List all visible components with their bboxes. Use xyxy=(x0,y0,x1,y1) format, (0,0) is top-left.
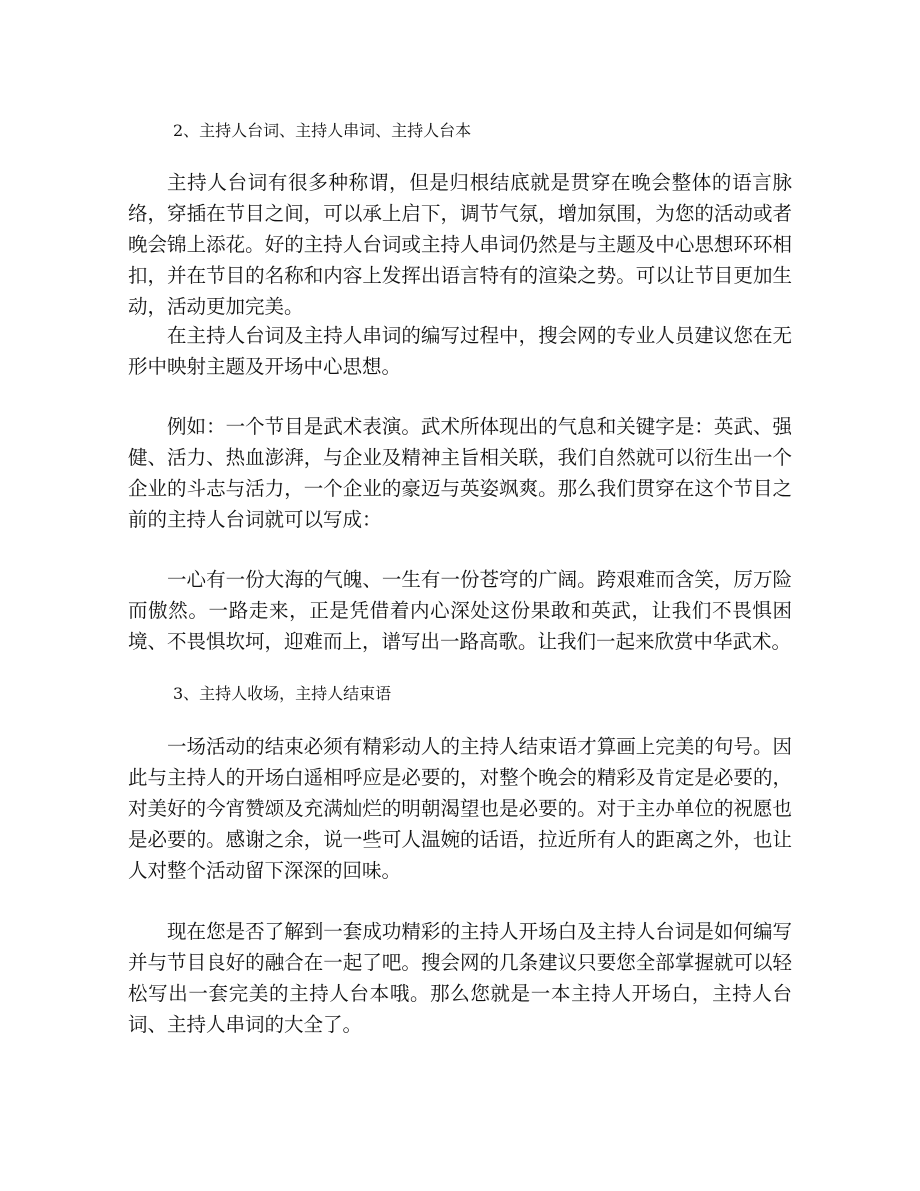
paragraph-conclusion: 现在您是否了解到一套成功精彩的主持人开场白及主持人台词是如何编写并与节目良好的融合在一起了吧。搜会网的几条建议只要您全部掌握就可以轻松写出一套完美的主持人台本哦。那么您就是一本主持人开场白，主持人台词、主持人串词的大全了。 xyxy=(128,920,792,1036)
paragraph-closing-remarks: 一场活动的结束必须有精彩动人的主持人结束语才算画上完美的句号。因此与主持人的开场白遥相呼应是必要的，对整个晚会的精彩及肯定是必要的，对美好的今宵赞颂及充满灿烂的明朝渴望也是必要的。对于主办单位的祝愿也是必要的。感谢之余，说一些可人温婉的话语，拉近所有人的距离之外，也让人对整个活动留下深深的回味。 xyxy=(128,735,792,882)
paragraph-martial-arts-example: 例如：一个节目是武术表演。武术所体现出的气息和关键字是：英武、强健、活力、热血澎湃，与企业及精神主旨相关联，我们自然就可以衍生出一个企业的斗志与活力，一个企业的豪迈与英姿飒爽。那么我们贯穿在这个节目之前的主持人台词就可以写成： xyxy=(128,415,792,531)
paragraph-sample-script: 一心有一份大海的气魄、一生有一份苍穹的广阔。跨艰难而含笑，厉万险而傲然。一路走来，正是凭借着内心深处这份果敢和英武，让我们不畏惧困境、不畏惧坎坷，迎难而上，谱写出一路高歌。让我们一起来欣赏中华武术。 xyxy=(128,568,792,653)
section-heading-2: 2、主持人台词、主持人串词、主持人台本 xyxy=(173,121,472,140)
paragraph-writing-advice: 在主持人台词及主持人串词的编写过程中，搜会网的专业人员建议您在无形中映射主题及开场中心思想。 xyxy=(128,324,792,378)
paragraph-host-lines-intro: 主持人台词有很多种称谓，但是归根结底就是贯穿在晚会整体的语言脉络，穿插在节目之间，可以承上启下，调节气氛，增加氛围，为您的活动或者晚会锦上添花。好的主持人台词或主持人串词仍然是与主题及中心思想环环相扣，并在节目的名称和内容上发挥出语言特有的渲染之势。可以让节目更加生动，活动更加完美。 xyxy=(128,171,792,318)
section-heading-3: 3、主持人收场，主持人结束语 xyxy=(173,684,392,703)
